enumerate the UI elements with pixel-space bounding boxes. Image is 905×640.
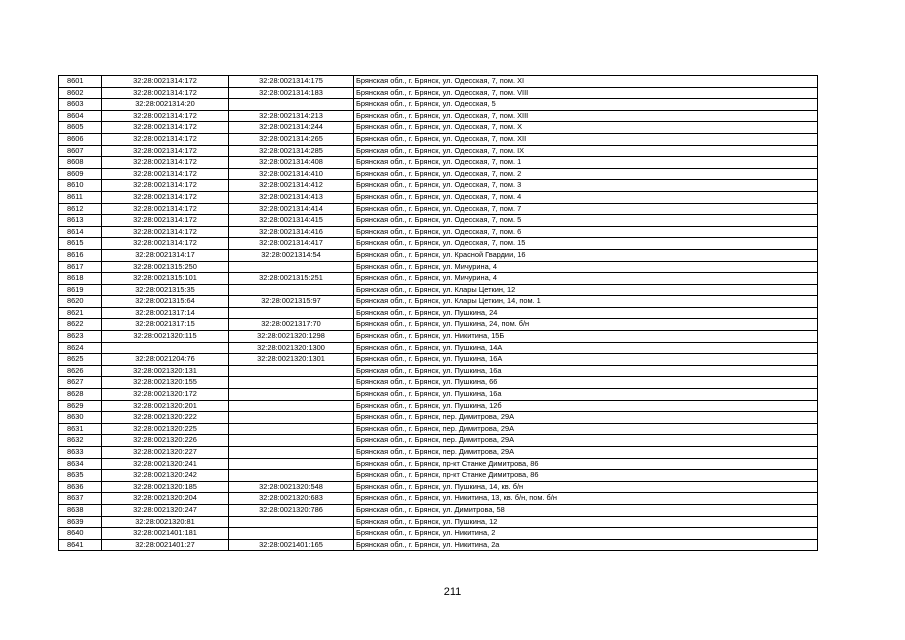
object-number-cell: 32:28:0021320:1298 — [229, 331, 354, 343]
table-row — [59, 168, 818, 180]
object-number-cell — [229, 261, 354, 273]
table-row — [59, 504, 818, 516]
object-number-cell: 32:28:0021314:54 — [229, 249, 354, 261]
cadastral-number-cell: 32:28:0021320:226 — [102, 435, 229, 447]
cadastral-number-cell: 32:28:0021320:247 — [102, 504, 229, 516]
address-cell: Брянская обл., г. Брянск, ул. Одесская, 7, пом. XII — [354, 133, 818, 145]
row-number-cell: 8620 — [59, 296, 102, 308]
object-number-cell: 32:28:0021314:265 — [229, 133, 354, 145]
page-number: 211 — [443, 586, 462, 598]
row-number-cell: 8622 — [59, 319, 102, 331]
object-number-cell — [229, 423, 354, 435]
row-number-cell: 8606 — [59, 133, 102, 145]
object-number-cell: 32:28:0021314:415 — [229, 215, 354, 227]
table-row — [59, 447, 818, 459]
row-number-cell: 8623 — [59, 331, 102, 343]
table-row — [59, 180, 818, 192]
table-row — [59, 377, 818, 389]
cadastral-number-cell: 32:28:0021314:172 — [102, 238, 229, 250]
address-cell: Брянская обл., г. Брянск, ул. Пушкина, 12 — [354, 516, 818, 528]
table-row — [59, 238, 818, 250]
object-number-cell — [229, 400, 354, 412]
object-number-cell: 32:28:0021320:1301 — [229, 354, 354, 366]
address-cell: Брянская обл., г. Брянск, ул. Одесская, 7, пом. 2 — [354, 168, 818, 180]
address-cell: Брянская обл., г. Брянск, пер. Димитрова, 29А — [354, 423, 818, 435]
cadastral-number-cell: 32:28:0021401:27 — [102, 539, 229, 551]
row-number-cell: 8626 — [59, 365, 102, 377]
cadastral-number-cell: 32:28:0021314:172 — [102, 133, 229, 145]
row-number-cell: 8612 — [59, 203, 102, 215]
row-number-cell: 8605 — [59, 122, 102, 134]
address-cell: Брянская обл., г. Брянск, ул. Одесская, 7, пом. 6 — [354, 226, 818, 238]
object-number-cell: 32:28:0021315:251 — [229, 273, 354, 285]
cadastral-number-cell: 32:28:0021320:201 — [102, 400, 229, 412]
row-number-cell: 8634 — [59, 458, 102, 470]
row-number-cell: 8611 — [59, 191, 102, 203]
address-cell: Брянская обл., г. Брянск, пр-кт Станке Димитрова, 86 — [354, 458, 818, 470]
address-cell: Брянская обл., г. Брянск, ул. Одесская, 7, пом. VIII — [354, 87, 818, 99]
table-row — [59, 319, 818, 331]
address-cell: Брянская обл., г. Брянск, ул. Одесская, 7, пом. XIII — [354, 110, 818, 122]
address-cell: Брянская обл., г. Брянск, ул. Одесская, 7, пом. 4 — [354, 191, 818, 203]
table-row — [59, 76, 818, 88]
address-cell: Брянская обл., г. Брянск, ул. Димитрова, 58 — [354, 504, 818, 516]
table-row — [59, 435, 818, 447]
cadastral-number-cell: 32:28:0021314:17 — [102, 249, 229, 261]
object-number-cell — [229, 377, 354, 389]
row-number-cell: 8607 — [59, 145, 102, 157]
table-row — [59, 528, 818, 540]
object-number-cell — [229, 284, 354, 296]
table-row — [59, 389, 818, 401]
table-row — [59, 110, 818, 122]
cadastral-number-cell: 32:28:0021314:172 — [102, 110, 229, 122]
row-number-cell: 8630 — [59, 412, 102, 424]
address-cell: Брянская обл., г. Брянск, ул. Одесская, 7, пом. X — [354, 122, 818, 134]
cadastral-number-cell: 32:28:0021320:81 — [102, 516, 229, 528]
cadastral-number-cell: 32:28:0021315:101 — [102, 273, 229, 285]
cadastral-number-cell: 32:28:0021315:250 — [102, 261, 229, 273]
address-cell: Брянская обл., г. Брянск, ул. Пушкина, 12б — [354, 400, 818, 412]
row-number-cell: 8629 — [59, 400, 102, 412]
cadastral-number-cell: 32:28:0021317:14 — [102, 307, 229, 319]
address-cell: Брянская обл., г. Брянск, пер. Димитрова, 29А — [354, 447, 818, 459]
cadastral-number-cell: 32:28:0021317:15 — [102, 319, 229, 331]
table-row — [59, 203, 818, 215]
row-number-cell: 8617 — [59, 261, 102, 273]
row-number-cell: 8608 — [59, 157, 102, 169]
address-cell: Брянская обл., г. Брянск, ул. Одесская, 7, пом. 1 — [354, 157, 818, 169]
row-number-cell: 8625 — [59, 354, 102, 366]
row-number-cell: 8641 — [59, 539, 102, 551]
table-row — [59, 226, 818, 238]
table-row — [59, 307, 818, 319]
address-cell: Брянская обл., г. Брянск, ул. Пушкина, 16А — [354, 354, 818, 366]
row-number-cell: 8628 — [59, 389, 102, 401]
address-cell: Брянская обл., г. Брянск, ул. Пушкина, 14А — [354, 342, 818, 354]
address-cell: Брянская обл., г. Брянск, ул. Одесская, 7, пом. 7 — [354, 203, 818, 215]
address-cell: Брянская обл., г. Брянск, пер. Димитрова, 29А — [354, 412, 818, 424]
address-cell: Брянская обл., г. Брянск, ул. Пушкина, 16а — [354, 365, 818, 377]
address-cell: Брянская обл., г. Брянск, ул. Одесская, 7, пом. XI — [354, 76, 818, 88]
cadastral-number-cell: 32:28:0021314:172 — [102, 157, 229, 169]
cadastral-number-cell: 32:28:0021314:172 — [102, 87, 229, 99]
cadastral-number-cell: 32:28:0021320:242 — [102, 470, 229, 482]
address-cell: Брянская обл., г. Брянск, ул. Пушкина, 24 — [354, 307, 818, 319]
row-number-cell: 8603 — [59, 99, 102, 111]
object-number-cell: 32:28:0021314:413 — [229, 191, 354, 203]
object-number-cell — [229, 365, 354, 377]
address-cell: Брянская обл., г. Брянск, ул. Клары Цеткин, 14, пом. 1 — [354, 296, 818, 308]
object-number-cell — [229, 447, 354, 459]
object-number-cell — [229, 307, 354, 319]
row-number-cell: 8613 — [59, 215, 102, 227]
object-number-cell: 32:28:0021314:416 — [229, 226, 354, 238]
row-number-cell: 8619 — [59, 284, 102, 296]
row-number-cell: 8638 — [59, 504, 102, 516]
table-row — [59, 145, 818, 157]
cadastral-number-cell: 32:28:0021204:76 — [102, 354, 229, 366]
table-row — [59, 481, 818, 493]
address-cell: Брянская обл., г. Брянск, ул. Одесская, 7, пом. 5 — [354, 215, 818, 227]
object-number-cell — [229, 470, 354, 482]
cadastral-number-cell: 32:28:0021320:241 — [102, 458, 229, 470]
object-number-cell: 32:28:0021314:183 — [229, 87, 354, 99]
address-cell: Брянская обл., г. Брянск, ул. Пушкина, 66 — [354, 377, 818, 389]
cadastral-number-cell: 32:28:0021314:172 — [102, 191, 229, 203]
address-cell: Брянская обл., г. Брянск, пер. Димитрова, 29А — [354, 435, 818, 447]
row-number-cell: 8627 — [59, 377, 102, 389]
table-row — [59, 412, 818, 424]
address-cell: Брянская обл., г. Брянск, ул. Одесская, 7, пом. 15 — [354, 238, 818, 250]
row-number-cell: 8624 — [59, 342, 102, 354]
address-cell: Брянская обл., г. Брянск, ул. Пушкина, 14, кв. б/н — [354, 481, 818, 493]
cadastral-number-cell: 32:28:0021320:172 — [102, 389, 229, 401]
table-row — [59, 354, 818, 366]
table-row — [59, 261, 818, 273]
row-number-cell: 8640 — [59, 528, 102, 540]
table-row — [59, 342, 818, 354]
address-cell: Брянская обл., г. Брянск, ул. Клары Цеткин, 12 — [354, 284, 818, 296]
row-number-cell: 8609 — [59, 168, 102, 180]
object-number-cell: 32:28:0021314:285 — [229, 145, 354, 157]
row-number-cell: 8618 — [59, 273, 102, 285]
table-row — [59, 423, 818, 435]
row-number-cell: 8631 — [59, 423, 102, 435]
row-number-cell: 8639 — [59, 516, 102, 528]
cadastral-number-cell: 32:28:0021314:172 — [102, 145, 229, 157]
cadastral-number-cell: 32:28:0021320:115 — [102, 331, 229, 343]
table-row — [59, 215, 818, 227]
object-number-cell — [229, 516, 354, 528]
address-cell: Брянская обл., г. Брянск, ул. Пушкина, 24, пом. б/н — [354, 319, 818, 331]
table-row — [59, 87, 818, 99]
address-cell: Брянская обл., г. Брянск, ул. Мичурина, 4 — [354, 273, 818, 285]
address-cell: Брянская обл., г. Брянск, ул. Одесская, 5 — [354, 99, 818, 111]
object-number-cell: 32:28:0021315:97 — [229, 296, 354, 308]
cadastral-number-cell: 32:28:0021320:131 — [102, 365, 229, 377]
cadastral-table — [58, 75, 818, 551]
object-number-cell — [229, 435, 354, 447]
object-number-cell: 32:28:0021314:175 — [229, 76, 354, 88]
row-number-cell: 8614 — [59, 226, 102, 238]
cadastral-number-cell: 32:28:0021314:172 — [102, 203, 229, 215]
row-number-cell: 8616 — [59, 249, 102, 261]
cadastral-number-cell: 32:28:0021314:172 — [102, 215, 229, 227]
cadastral-number-cell: 32:28:0021401:181 — [102, 528, 229, 540]
object-number-cell: 32:28:0021320:548 — [229, 481, 354, 493]
row-number-cell: 8604 — [59, 110, 102, 122]
cadastral-number-cell: 32:28:0021320:155 — [102, 377, 229, 389]
table-row — [59, 249, 818, 261]
cadastral-number-cell: 32:28:0021314:172 — [102, 180, 229, 192]
object-number-cell — [229, 99, 354, 111]
cadastral-number-cell: 32:28:0021314:172 — [102, 76, 229, 88]
row-number-cell: 8610 — [59, 180, 102, 192]
table-row — [59, 365, 818, 377]
address-cell: Брянская обл., г. Брянск, ул. Одесская, 7, пом. 3 — [354, 180, 818, 192]
table-row — [59, 493, 818, 505]
object-number-cell: 32:28:0021320:683 — [229, 493, 354, 505]
address-cell: Брянская обл., г. Брянск, ул. Мичурина, 4 — [354, 261, 818, 273]
row-number-cell: 8601 — [59, 76, 102, 88]
row-number-cell: 8633 — [59, 447, 102, 459]
object-number-cell — [229, 528, 354, 540]
table-row — [59, 133, 818, 145]
table-row — [59, 273, 818, 285]
row-number-cell: 8621 — [59, 307, 102, 319]
object-number-cell — [229, 412, 354, 424]
row-number-cell: 8632 — [59, 435, 102, 447]
table-row — [59, 296, 818, 308]
object-number-cell — [229, 389, 354, 401]
object-number-cell: 32:28:0021320:786 — [229, 504, 354, 516]
cadastral-number-cell: 32:28:0021314:20 — [102, 99, 229, 111]
row-number-cell: 8637 — [59, 493, 102, 505]
address-cell: Брянская обл., г. Брянск, ул. Никитина, 13, кв. б/н, пом. б/н — [354, 493, 818, 505]
table-row — [59, 516, 818, 528]
object-number-cell: 32:28:0021317:70 — [229, 319, 354, 331]
object-number-cell: 32:28:0021314:410 — [229, 168, 354, 180]
cadastral-number-cell: 32:28:0021315:64 — [102, 296, 229, 308]
address-cell: Брянская обл., г. Брянск, ул. Никитина, 2 — [354, 528, 818, 540]
address-cell: Брянская обл., г. Брянск, ул. Одесская, 7, пом. IX — [354, 145, 818, 157]
cadastral-number-cell: 32:28:0021320:222 — [102, 412, 229, 424]
cadastral-number-cell: 32:28:0021314:172 — [102, 122, 229, 134]
table-row — [59, 284, 818, 296]
address-cell: Брянская обл., г. Брянск, ул. Никитина, 15Б — [354, 331, 818, 343]
object-number-cell: 32:28:0021320:1300 — [229, 342, 354, 354]
address-cell: Брянская обл., г. Брянск, пр-кт Станке Димитрова, 86 — [354, 470, 818, 482]
table-row — [59, 470, 818, 482]
object-number-cell: 32:28:0021314:408 — [229, 157, 354, 169]
address-cell: Брянская обл., г. Брянск, ул. Никитина, 2а — [354, 539, 818, 551]
row-number-cell: 8615 — [59, 238, 102, 250]
object-number-cell — [229, 458, 354, 470]
cadastral-number-cell: 32:28:0021314:172 — [102, 226, 229, 238]
cadastral-number-cell — [102, 342, 229, 354]
table-row — [59, 539, 818, 551]
table-row — [59, 99, 818, 111]
object-number-cell: 32:28:0021314:213 — [229, 110, 354, 122]
cadastral-number-cell: 32:28:0021314:172 — [102, 168, 229, 180]
row-number-cell: 8602 — [59, 87, 102, 99]
cadastral-number-cell: 32:28:0021320:185 — [102, 481, 229, 493]
cadastral-number-cell: 32:28:0021320:204 — [102, 493, 229, 505]
row-number-cell: 8635 — [59, 470, 102, 482]
object-number-cell: 32:28:0021401:165 — [229, 539, 354, 551]
table-row — [59, 122, 818, 134]
table-row — [59, 331, 818, 343]
object-number-cell: 32:28:0021314:414 — [229, 203, 354, 215]
address-cell: Брянская обл., г. Брянск, ул. Красной Гвардии, 16 — [354, 249, 818, 261]
cadastral-number-cell: 32:28:0021320:227 — [102, 447, 229, 459]
table-row — [59, 458, 818, 470]
table-row — [59, 400, 818, 412]
object-number-cell: 32:28:0021314:412 — [229, 180, 354, 192]
table-row — [59, 191, 818, 203]
table-row — [59, 157, 818, 169]
cadastral-number-cell: 32:28:0021315:35 — [102, 284, 229, 296]
address-cell: Брянская обл., г. Брянск, ул. Пушкина, 16а — [354, 389, 818, 401]
object-number-cell: 32:28:0021314:417 — [229, 238, 354, 250]
table-body — [59, 76, 818, 551]
row-number-cell: 8636 — [59, 481, 102, 493]
cadastral-number-cell: 32:28:0021320:225 — [102, 423, 229, 435]
object-number-cell: 32:28:0021314:244 — [229, 122, 354, 134]
